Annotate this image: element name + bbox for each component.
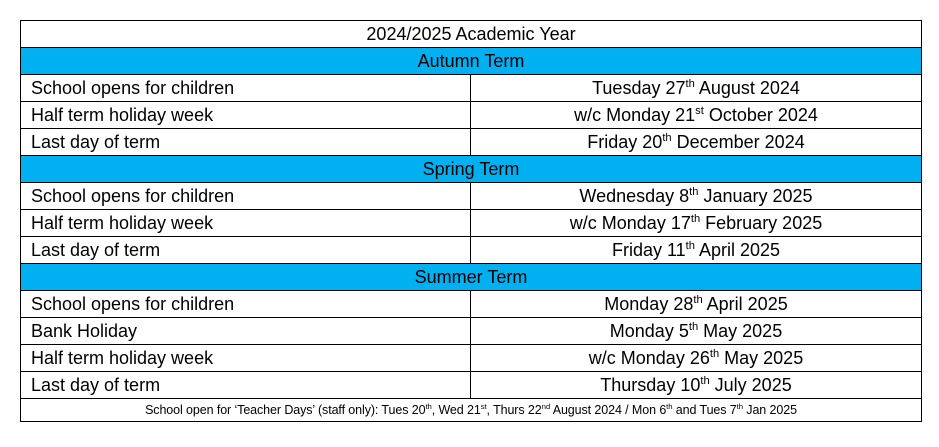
- table-row: [21, 210, 922, 237]
- row-date: Thursday 10th July 2025: [471, 372, 922, 399]
- table-row: [21, 183, 922, 210]
- table-row: [21, 345, 922, 372]
- term-header-summer: Summer Term: [21, 264, 922, 291]
- row-label: School opens for children: [21, 291, 471, 318]
- term-header-autumn: Autumn Term: [21, 48, 922, 75]
- footnote-row: [21, 399, 922, 422]
- row-label: School opens for children: [21, 183, 471, 210]
- term-header-spring: Spring Term: [21, 156, 922, 183]
- title-row: [21, 21, 922, 48]
- table-row: [21, 291, 922, 318]
- row-label: Half term holiday week: [21, 102, 471, 129]
- table-row: [21, 102, 922, 129]
- table-row: [21, 237, 922, 264]
- row-label: Half term holiday week: [21, 345, 471, 372]
- row-date: Monday 5th May 2025: [471, 318, 922, 345]
- row-date: Friday 11th April 2025: [471, 237, 922, 264]
- row-date: w/c Monday 26th May 2025: [471, 345, 922, 372]
- row-date: w/c Monday 21st October 2024: [471, 102, 922, 129]
- row-date: Tuesday 27th August 2024: [471, 75, 922, 102]
- term-header-row: [21, 156, 922, 183]
- calendar-title: 2024/2025 Academic Year: [21, 21, 922, 48]
- row-label: Last day of term: [21, 237, 471, 264]
- row-date: Monday 28th April 2025: [471, 291, 922, 318]
- table-row: [21, 129, 922, 156]
- table-row: [21, 75, 922, 102]
- row-date: Friday 20th December 2024: [471, 129, 922, 156]
- table-row: [21, 372, 922, 399]
- row-label: Bank Holiday: [21, 318, 471, 345]
- row-label: Half term holiday week: [21, 210, 471, 237]
- academic-calendar-table: [20, 20, 922, 422]
- term-header-row: [21, 264, 922, 291]
- table-row: [21, 318, 922, 345]
- row-label: School opens for children: [21, 75, 471, 102]
- teacher-days-note: School open for ‘Teacher Days’ (staff only): Tues 20th, Wed 21st, Thurs 22nd August 2024 / Mon 6th and Tues 7th Jan 2025: [21, 399, 922, 422]
- term-header-row: [21, 48, 922, 75]
- row-label: Last day of term: [21, 372, 471, 399]
- row-label: Last day of term: [21, 129, 471, 156]
- row-date: w/c Monday 17th February 2025: [471, 210, 922, 237]
- row-date: Wednesday 8th January 2025: [471, 183, 922, 210]
